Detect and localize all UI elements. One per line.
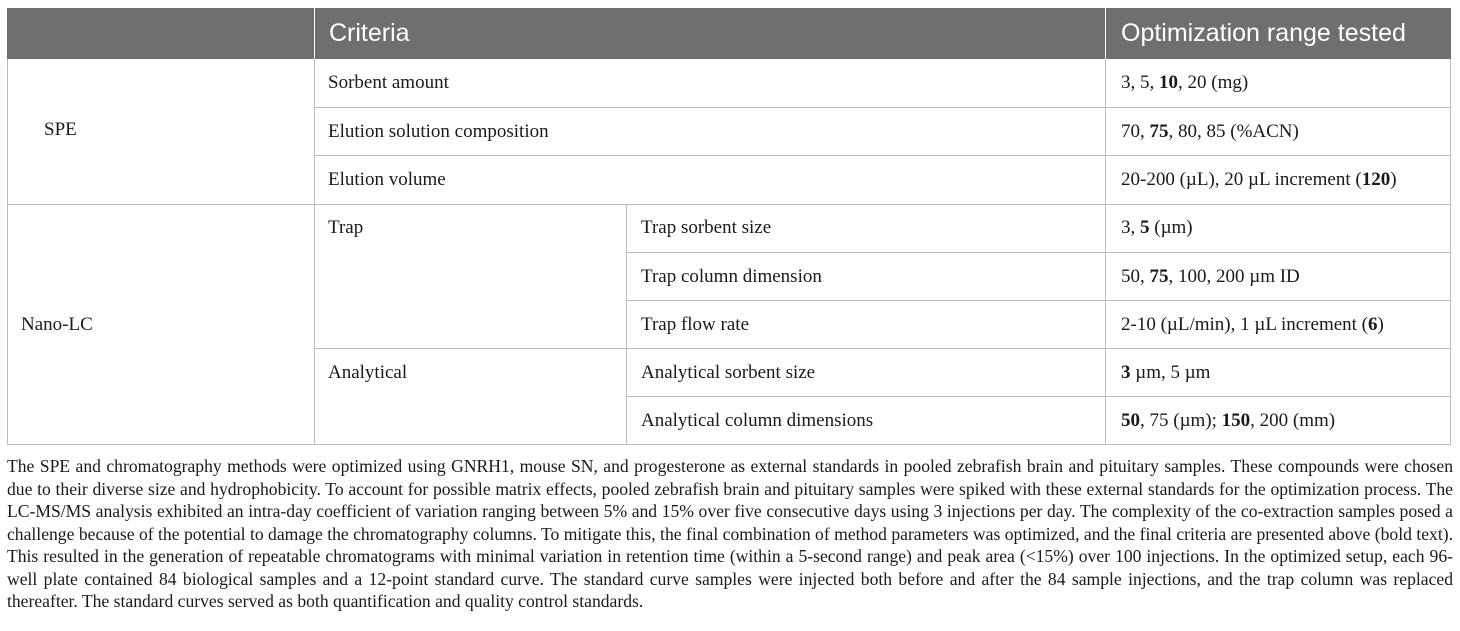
group-label-spe: SPE	[44, 119, 77, 140]
table-border-left	[7, 59, 8, 445]
criterion-cell: Analytical column dimensions	[641, 410, 874, 431]
range-cell	[1121, 349, 1210, 397]
range-cell	[1121, 156, 1397, 204]
range-text: )	[1377, 314, 1384, 335]
range-cell	[1121, 397, 1335, 445]
criterion-cell: Analytical sorbent size	[641, 362, 816, 383]
table-footnote: The SPE and chromatography methods were optimized using GNRH1, mouse SN, and progesterone as external standards in pooled zebrafish brain and pituitary samples. These compounds were chosen due to their diverse size and hydrophobicity. To account for possible matrix effects, pooled zebrafish brain and pituitary samples were spiked with these external standards for the optimization process. The LC-MS/MS analysis exhibited an intra-day coefficient of variation ranging between 5% and 15% over five consecutive days using 3 injections per day. The complexity of the co-extraction samples posed a challenge because of the potential to damage the chromatography columns. To mitigate this, the final combination of method parameters was optimized, and the final criteria are presented above (bold text). This resulted in the generation of repeatable chromatograms with minimal variation in retention time (within a 5-second range) and peak area (<15%) over 100 injections. In the optimized setup, each 96-well plate contained 84 biological samples and a 12-point standard curve. The standard curve samples were injected both before and after the 84 sample injections, and the trap column was replaced thereafter. The standard curves served as both quantification and quality control standards.	[7, 456, 1453, 611]
header-criteria: Criteria	[329, 19, 410, 47]
range-cell	[1121, 301, 1384, 349]
criterion-cell: Sorbent amount	[328, 72, 449, 93]
criterion-cell: Elution solution composition	[328, 121, 549, 142]
range-text: 2-10 (µL/min), 1 µL increment (	[1121, 314, 1369, 335]
header-optimization-range: Optimization range tested	[1121, 19, 1406, 47]
range-text: , 75 (µm);	[1140, 410, 1222, 431]
criterion-cell: Trap column dimension	[641, 266, 822, 287]
range-text: , 20 (mg)	[1178, 72, 1249, 93]
subgroup-label-trap: Trap	[328, 217, 364, 238]
range-text: , 80, 85 (%ACN)	[1168, 121, 1299, 142]
range-text: 50,	[1121, 266, 1150, 287]
optimized-value: 5	[1140, 217, 1150, 238]
range-text: )	[1390, 169, 1397, 190]
range-text: 70,	[1121, 121, 1150, 142]
range-text: , 100, 200 µm ID	[1168, 266, 1300, 287]
header-divider	[314, 8, 315, 59]
table-header	[7, 8, 1451, 59]
group-label-nano-lc: Nano-LC	[21, 314, 93, 335]
criterion-cell: Trap flow rate	[641, 314, 749, 335]
range-text: 3,	[1121, 217, 1140, 238]
range-cell	[1121, 253, 1300, 301]
column-divider	[626, 204, 627, 445]
range-text: 20-200 (µL), 20 µL increment (	[1121, 169, 1362, 190]
range-text: (µm)	[1149, 217, 1193, 238]
column-divider	[314, 59, 315, 445]
optimized-value: 10	[1159, 72, 1178, 93]
range-text: µm, 5 µm	[1130, 362, 1211, 383]
range-text: 3, 5,	[1121, 72, 1159, 93]
subgroup-label-analytical: Analytical	[328, 362, 408, 383]
criterion-cell: Trap sorbent size	[641, 217, 772, 238]
optimized-value: 150	[1221, 410, 1251, 431]
range-cell	[1121, 108, 1299, 156]
optimized-value: 50	[1121, 410, 1140, 431]
optimized-value: 120	[1361, 169, 1391, 190]
optimized-value: 75	[1149, 266, 1169, 287]
header-divider	[1105, 8, 1106, 59]
range-cell	[1121, 59, 1248, 107]
optimization-table	[7, 8, 1451, 445]
optimized-value: 3	[1121, 362, 1131, 383]
range-text: , 200 (mm)	[1250, 410, 1336, 431]
range-cell	[1121, 204, 1193, 252]
criterion-cell: Elution volume	[328, 169, 446, 190]
optimized-value: 75	[1149, 121, 1169, 142]
optimized-value: 6	[1368, 314, 1378, 335]
